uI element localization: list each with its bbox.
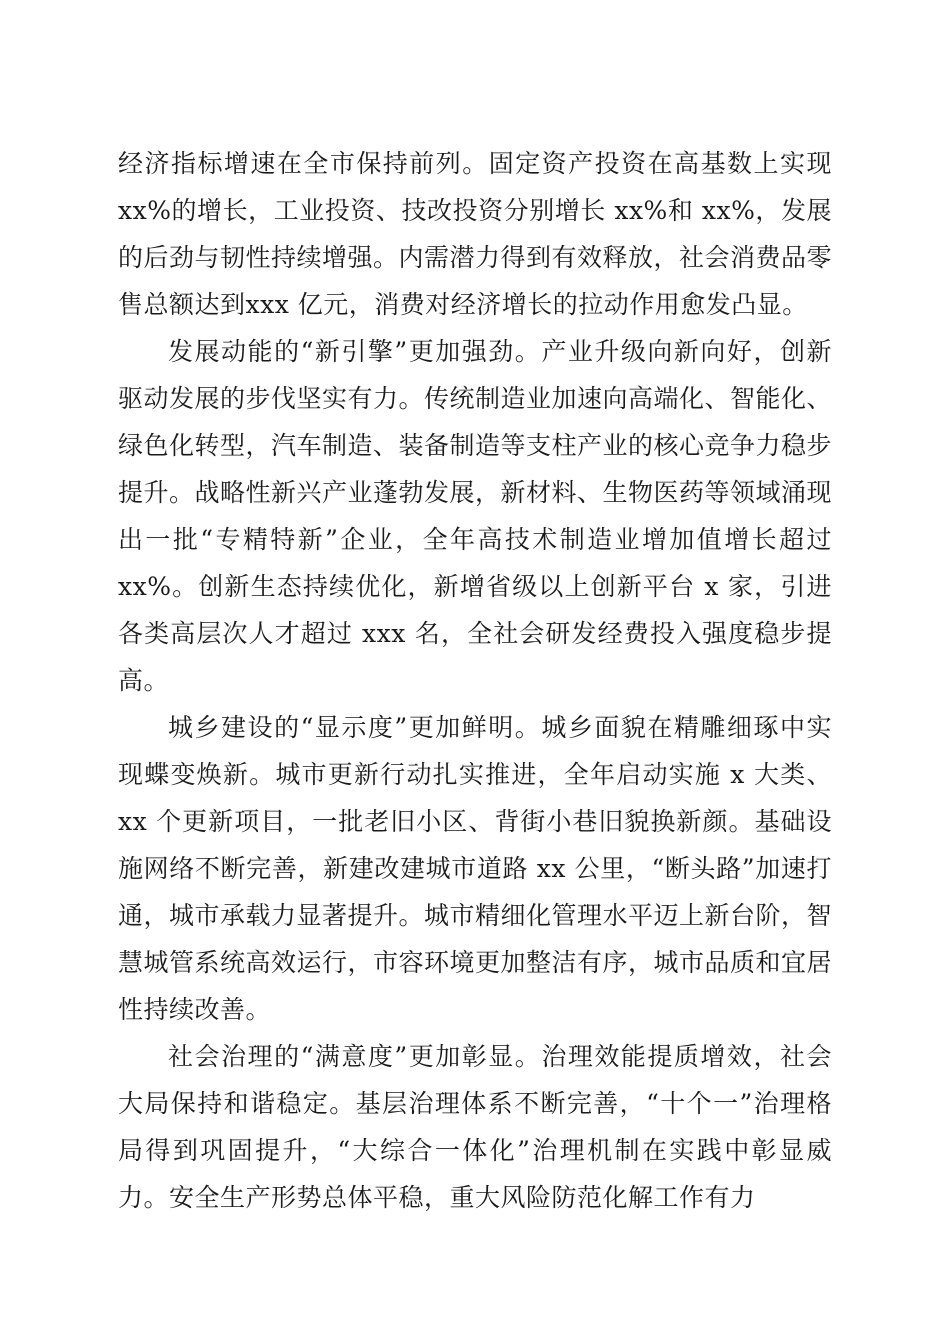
paragraph-social-governance: 社会治理的“满意度”更加彰显。治理效能提质增效，社会大局保持和谐稳定。基层治理体系不断完善，“十个一”治理格局得到巩固提升，“大综合一体化”治理机制在实践中彰显威力。安全生产形势总体平稳，重大风险防范化解工作有力 [118, 1042, 832, 1212]
paragraph-urban-rural: 城乡建设的“显示度”更加鲜明。城乡面貌在精雕细琢中实现蝶变焕新。城市更新行动扎实推进，全年启动实施 x 大类、xx 个更新项目，一批老旧小区、背街小巷旧貌换新颜。基础设施网络不断完善，新建改建城市道路 xx 公里，“断头路”加速打通，城市承载力显著提升。城市精细化管理水平迈上新台阶，智慧城管系统高效运行，市容环境更加整洁有序，城市品质和宜居性持续改善。 [118, 713, 833, 1024]
paragraph-economy: 经济指标增速在全市保持前列。固定资产投资在高基数上实现xx%的增长，工业投资、技改投资分别增长 xx%和 xx%，发展的后劲与韧性持续增强。内需潜力得到有效释放，社会消费品零售总额达到xxx 亿元，消费对经济增长的拉动作用愈发凸显。 [118, 149, 833, 319]
paragraph-new-engine: 发展动能的“新引擎”更加强劲。产业升级向新向好，创新驱动发展的步伐坚实有力。传统制造业加速向高端化、智能化、绿色化转型，汽车制造、装备制造等支柱产业的核心竞争力稳步提升。战略性新兴产业蓬勃发展，新材料、生物医药等领域涌现出一批“专精特新”企业，全年高技术制造业增加值增长超过 xx%。创新生态持续优化，新增省级以上创新平台 x 家，引进各类高层次人才超过 xxx 名，全社会研发经费投入强度稳步提高。 [118, 337, 833, 695]
document-body [118, 140, 832, 1221]
